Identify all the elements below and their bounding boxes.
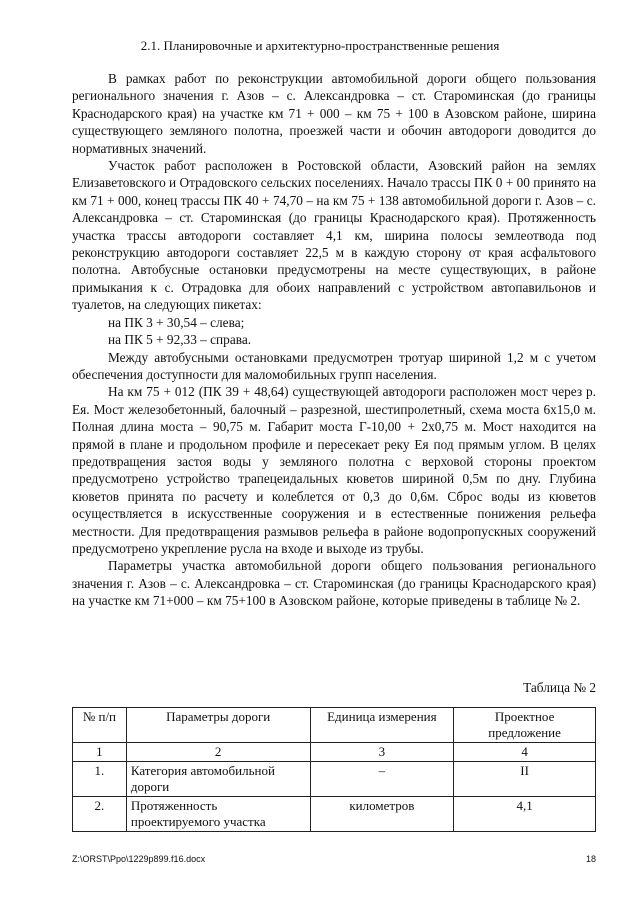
footer-page-number: 18	[585, 854, 596, 864]
row-number: 1.	[73, 762, 127, 797]
header-unit: Единица измерения	[310, 708, 454, 743]
paragraph-bridge: На км 75 + 012 (ПК 39 + 48,64) существующей автодороги расположен мост через р. Ея. Мост железобетонный, балочный – разрезной, шестипролетный, схема моста 6х15,0 м. Полная длина моста – 90,75 м. Габарит моста Г-10,00 + 2х0,75 м. Мост находится на прямой в плане и продольном профиле и пересекает реку Ея под прямым углом. В целях предотвращения застоя воды у земляного полотна с верховой стороны проектом предусмотрено устройство трапецеидальных кюветов шириной 0,5м по дну. Глубина кюветов принята по расчету и колеблется от 0,3 до 0,6м. Сброс воды из кюветов осуществляется в искусственные сооружения и в естественные понижения рельефа местности. Для предотвращения размывов рельефа в районе водопропускных сооружений предусмотрено укрепление русла на входе и выходе из трубы.	[72, 384, 596, 556]
bus-stop-item-right: на ПК 5 + 92,33 – справа.	[108, 332, 252, 348]
table-row	[73, 797, 596, 832]
section-heading: 2.1. Планировочные и архитектурно-пространственные решения	[140, 38, 500, 53]
row-value: 4,1	[454, 797, 596, 832]
bus-stop-item-left: на ПК 3 + 30,54 – слева;	[108, 314, 245, 330]
paragraph-parameters: Параметры участка автомобильной дороги общего пользования регионального значения г. Азов – с. Александровка – ст. Староминская (до границы Краснодарского края) на участке км 71+000 – км 75+100 в Азовском районе, которые приведены в таблице № 2.	[72, 558, 596, 609]
body-text	[72, 70, 596, 610]
table-row	[73, 762, 596, 797]
table-caption: Таблица № 2	[523, 680, 596, 695]
row-unit: километров	[310, 797, 454, 832]
index-cell: 4	[454, 743, 596, 762]
header-parameter: Параметры дороги	[126, 708, 310, 743]
paragraph-sidewalk: Между автобусными остановками предусмотрен тротуар шириной 1,2 м с учетом обеспечения доступности для маломобильных групп населения.	[72, 349, 596, 382]
header-proposal: Проектное предложение	[454, 708, 596, 743]
row-number: 2.	[73, 797, 127, 832]
row-parameter: Категория автомобильной дороги	[126, 762, 310, 797]
parameters-table	[72, 707, 596, 832]
footer-file-path: Z:\ORST\Ppo\1229p899.f16.docx	[72, 854, 206, 864]
table-header-row	[73, 708, 596, 743]
row-unit: –	[310, 762, 454, 797]
index-cell: 2	[126, 743, 310, 762]
header-number: № п/п	[73, 708, 127, 743]
paragraph-intro: В рамках работ по реконструкции автомобильной дороги общего пользования регионального значения г. Азов – с. Александровка – ст. Староминская (до границы Краснодарского края) на участке км 71 + 000 – км 75 + 100 в Азовском районе, ширина существующего земляного полотна, проезжей части и обочин автодороги доводится до нормативных значений.	[72, 71, 596, 156]
row-parameter: Протяженность проектируемого участка	[126, 797, 310, 832]
index-cell: 3	[310, 743, 454, 762]
row-value: II	[454, 762, 596, 797]
paragraph-location: Участок работ расположен в Ростовской области, Азовский район на землях Елизаветовского и Отрадовского сельских поселениях. Начало трассы ПК 0 + 00 принято на км 71 + 000, конец трассы ПК 40 + 74,70 – на км 75 + 138 автомобильной дороги г. Азов – с. Александровка – ст. Староминская (до границы Краснодарского края). Протяженность участка трассы автодороги составляет 4,1 км, ширина полосы землеотвода под реконструкцию автодороги составляет 22,5 м в каждую сторону от края асфальтового полотна. Автобусные остановки предусмотрены на месте существующих, в районе примыкания к с. Отрадовка для обоих направлений с устройством автопавильонов и туалетов, на следующих пикетах:	[72, 158, 596, 313]
index-cell: 1	[73, 743, 127, 762]
table-index-row	[73, 743, 596, 762]
